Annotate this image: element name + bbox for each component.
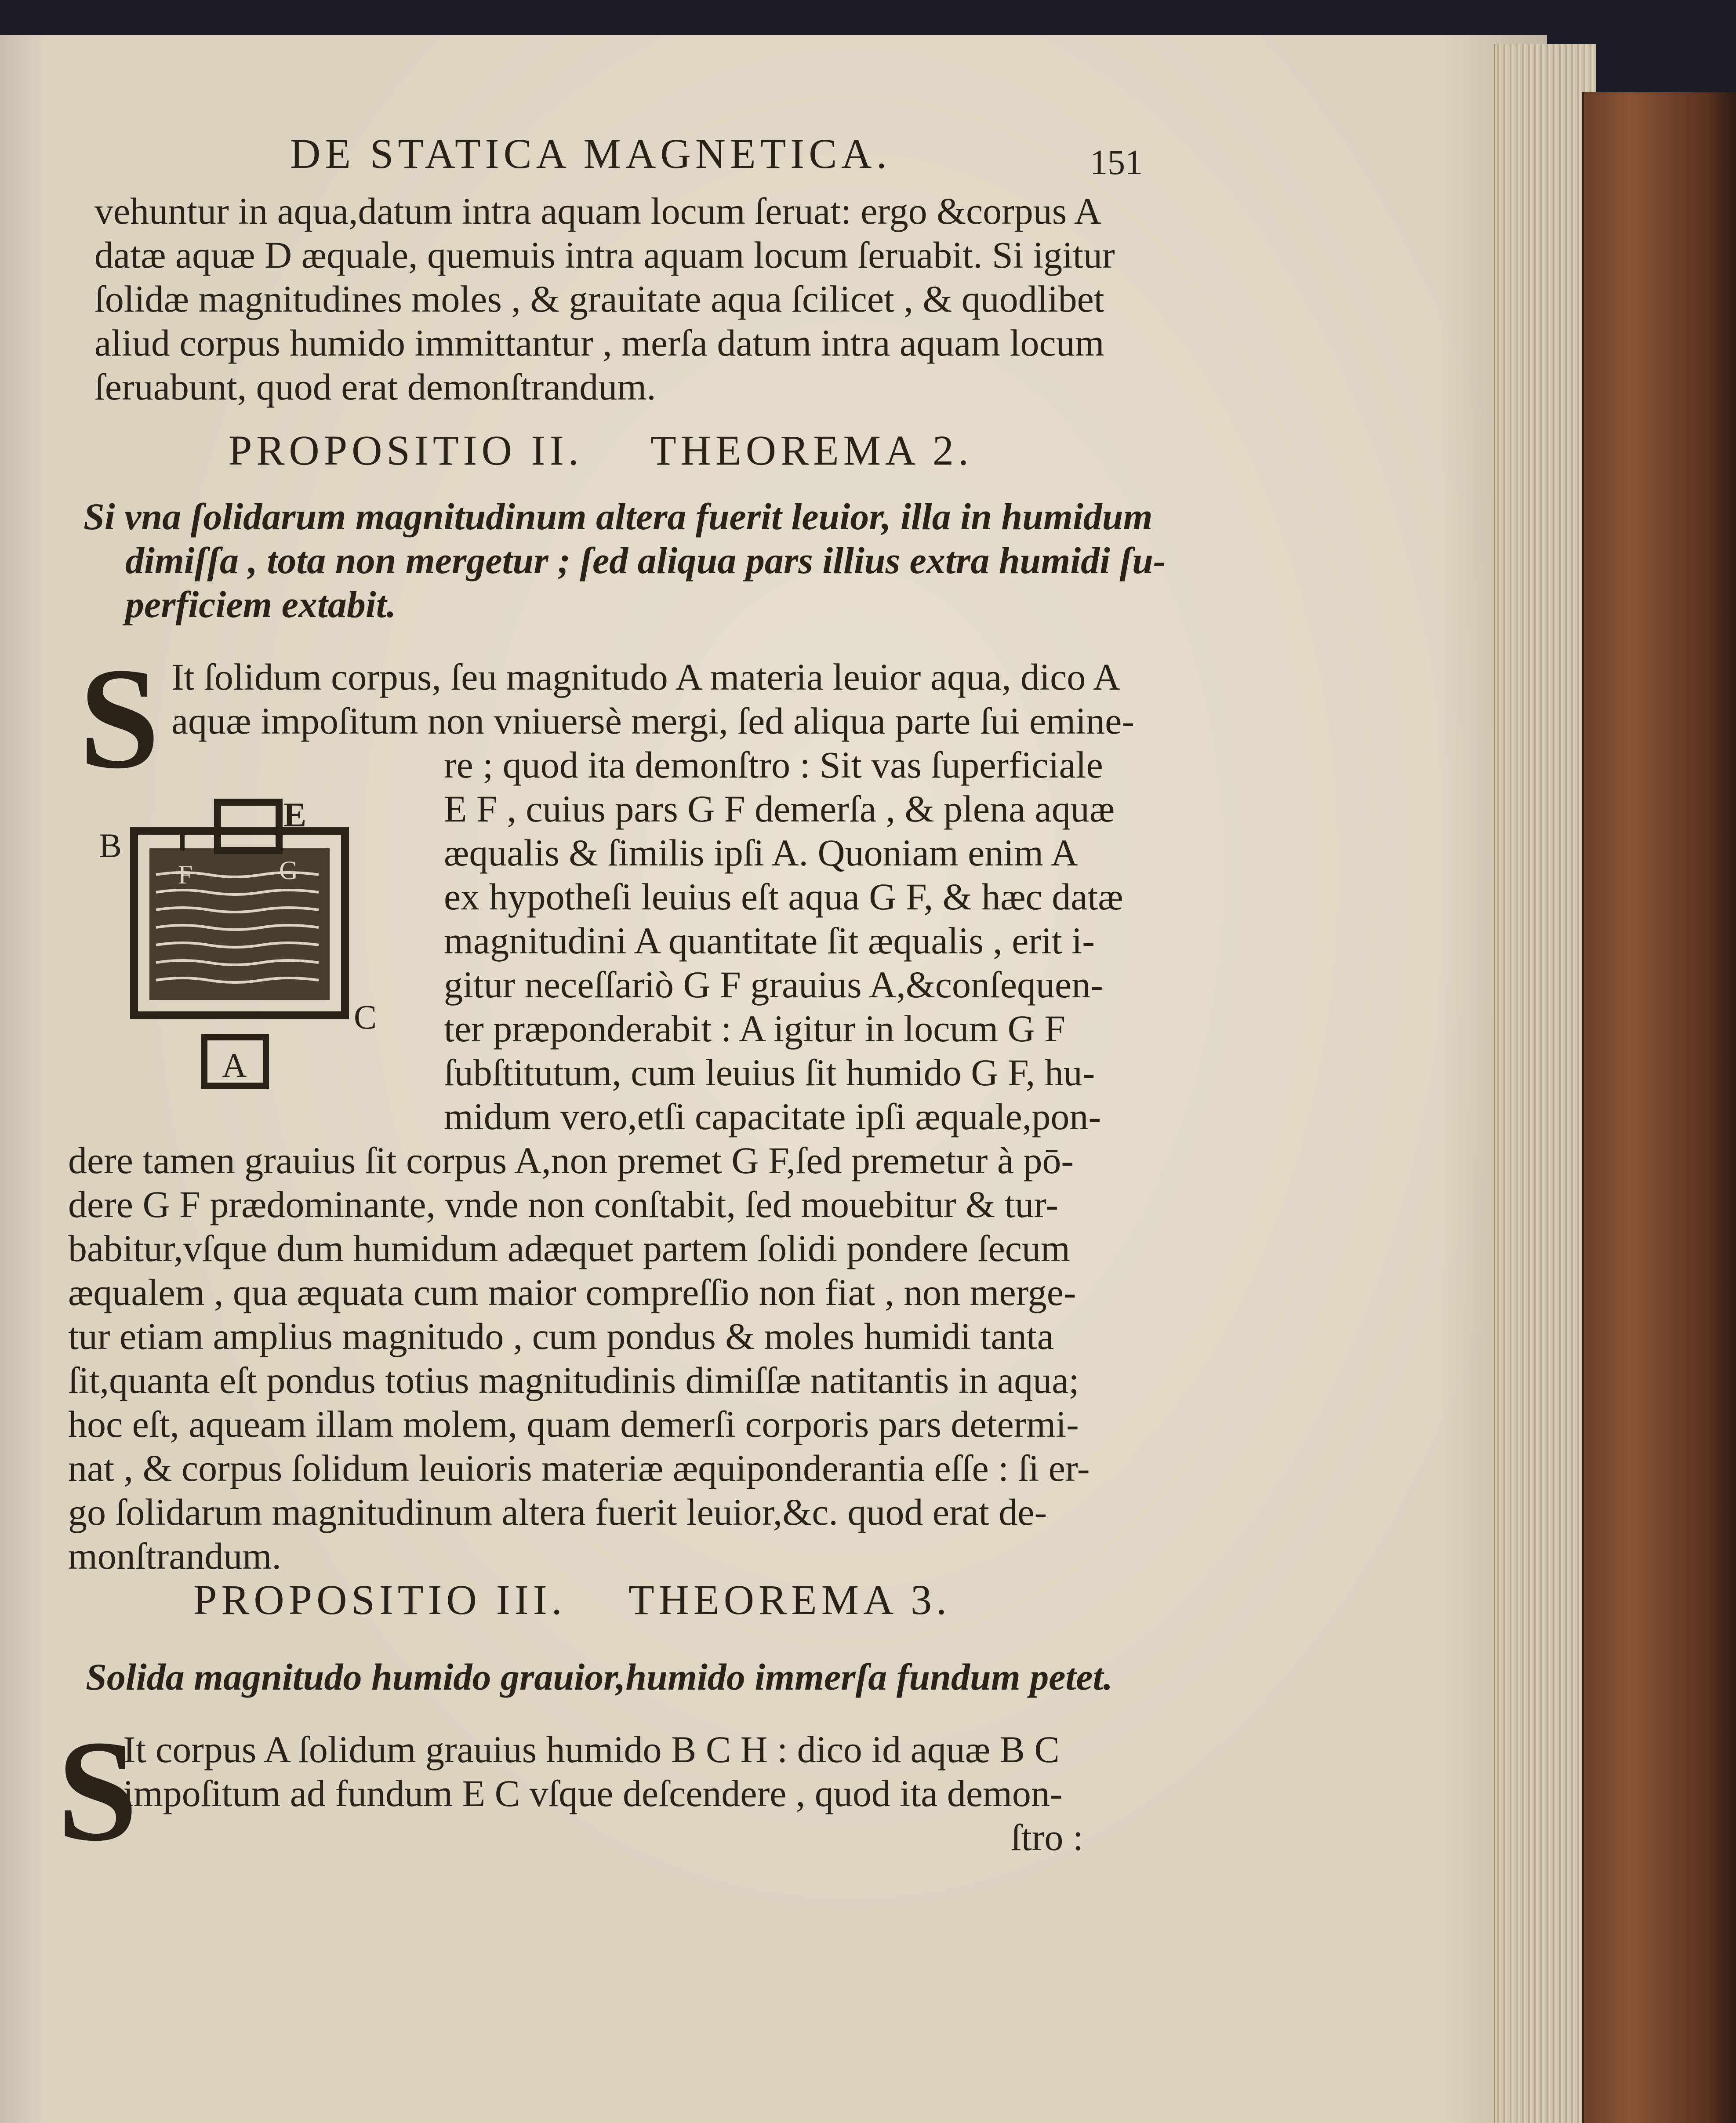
book-cover-edge <box>1582 92 1736 2123</box>
text-line: dere tamen grauius ſit corpus A,non premet G F,ſed premetur à pō- <box>68 1139 1074 1181</box>
text-line: ſit,quanta eſt pondus totius magnitudinis dimiſſæ natitantis in aqua; <box>68 1359 1079 1401</box>
text-line: It corpus A ſolidum grauius humido B C H : dico id aquæ B C <box>123 1728 1060 1770</box>
theorem-heading: THEOREMA 3. <box>628 1576 951 1623</box>
figure-label-G: G <box>279 856 298 885</box>
statement-line: Si vna ſolidarum magnitudinum altera fuerit leuior, illa in humidum <box>84 495 1153 538</box>
text-line: aliud corpus humido immittantur , merſa datum intra aquam locum <box>94 322 1104 364</box>
text-line: æqualis & ſimilis ipſi A. Quoniam enim A <box>444 832 1078 874</box>
figure-label-E: E <box>283 796 307 834</box>
statement-line: perficiem extabit. <box>125 583 396 625</box>
statement-line: dimiſſa , tota non mergetur ; ſed aliqua pars illius extra humidi ſu- <box>125 539 1166 582</box>
statement-line: Solida magnitudo humido grauior,humido immerſa fundum petet. <box>86 1656 1113 1698</box>
text-line: ſolidæ magnitudines moles , & grauitate aqua ſcilicet , & quodlibet <box>94 278 1104 320</box>
proposition-heading: PROPOSITIO III. <box>193 1576 567 1623</box>
drop-cap: S <box>57 1711 138 1871</box>
proposition-heading: PROPOSITIO II. <box>229 427 583 474</box>
text-line: æqualem , qua æquata cum maior compreſſio non fiat , non merge- <box>68 1271 1076 1313</box>
text-line: re ; quod ita demonſtro : Sit vas ſuperficiale <box>444 744 1103 786</box>
figure-label-F: F <box>178 860 193 889</box>
text-line: E F , cuius pars G F demerſa , & plena aquæ <box>444 788 1115 830</box>
figure-label-A: A <box>222 1046 247 1084</box>
text-line: nat , & corpus ſolidum leuioris materiæ æquiponderantia eſſe : ſi er- <box>68 1447 1090 1489</box>
text-line: magnitudini A quantitate ſit æqualis , erit i- <box>444 920 1095 962</box>
text-line: go ſolidarum magnitudinum altera fuerit leuior,&c. quod erat de- <box>68 1491 1047 1533</box>
page-number: 151 <box>1090 143 1143 182</box>
woodcut-figure <box>94 791 402 1099</box>
figure-label-B: B <box>99 826 122 865</box>
text-line: dere G F prædominante, vnde non conſtabit, ſed mouebitur & tur- <box>68 1183 1058 1225</box>
drop-cap: S <box>79 638 160 799</box>
text-line: vehuntur in aqua,datum intra aquam locum ſeruat: ergo &corpus A <box>94 190 1102 232</box>
text-line: It ſolidum corpus, ſeu magnitudo A materia leuior aqua, dico A <box>171 656 1121 698</box>
theorem-heading: THEOREMA 2. <box>650 427 973 474</box>
text-line: ex hypotheſi leuius eſt aqua G F, & hæc datæ <box>444 876 1123 918</box>
text-line: hoc eſt, aqueam illam molem, quam demerſi corporis pars determi- <box>68 1403 1079 1445</box>
text-line: ſubſtitutum, cum leuius ſit humido G F, hu- <box>444 1051 1095 1094</box>
text-line: ſtro : <box>1011 1816 1083 1858</box>
text-line: midum vero,etſi capacitate ipſi æquale,pon- <box>444 1095 1101 1138</box>
text-line: ſeruabunt, quod erat demonſtrandum. <box>94 366 656 408</box>
figure-label-C: C <box>354 998 377 1036</box>
text-line: aquæ impoſitum non vniuersè mergi, ſed aliqua parte ſui emine- <box>171 700 1134 742</box>
text-line: ter præponderabit : A igitur in locum G F <box>444 1007 1066 1050</box>
running-title: DE STATICA MAGNETICA. <box>290 130 891 177</box>
text-line: datæ aquæ D æquale, quemuis intra aquam locum ſeruabit. Si igitur <box>94 234 1115 276</box>
text-line: monſtrandum. <box>68 1535 281 1577</box>
page-fore-edge <box>1494 44 1596 2123</box>
text-line: impoſitum ad fundum E C vſque deſcendere , quod ita demon- <box>123 1772 1063 1814</box>
text-line: gitur neceſſariò G F grauius A,&conſequen- <box>444 963 1103 1006</box>
text-line: babitur,vſque dum humidum adæquet partem ſolidi pondere ſecum <box>68 1227 1070 1269</box>
text-line: tur etiam amplius magnitudo , cum pondus & moles humidi tanta <box>68 1315 1054 1357</box>
